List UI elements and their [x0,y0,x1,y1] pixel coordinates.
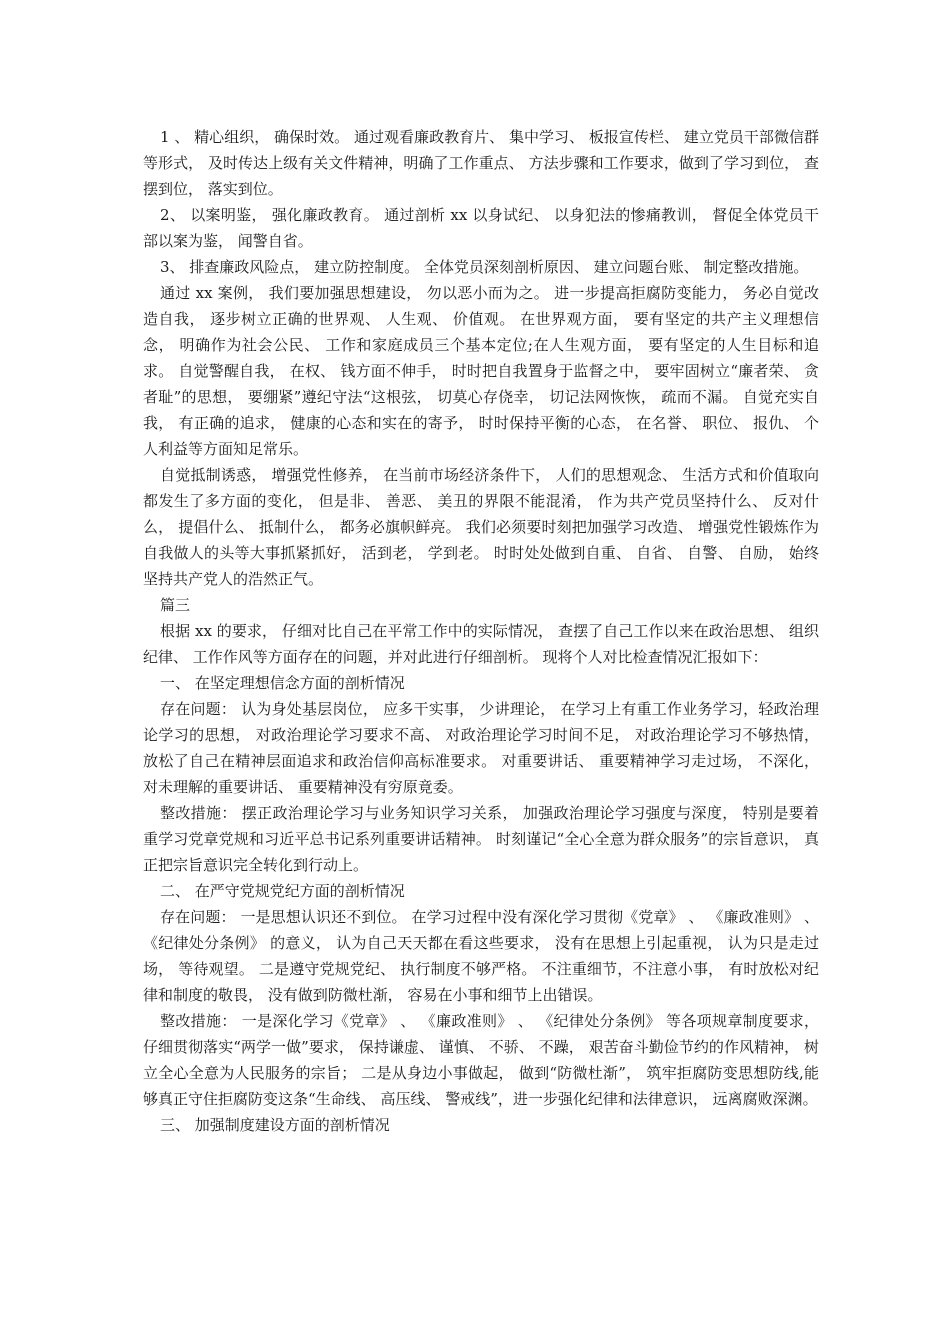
section-heading-two: 二、 在严守党规党纪方面的剖析情况 [160,882,405,900]
section-heading-one: 一、 在坚定理想信念方面的剖析情况 [160,674,405,692]
paragraph-10: 整改措施： 摆正政治理论学习与业务知识学习关系， 加强政治理论学习强度与深度， 特别是要着重学习党章党规和习近平总书记系列重要讲话精神。 时刻谨记“全心全意为群众服务”的宗旨意识， 真正把宗旨意识完全转化到行动上。 [143,804,819,874]
paragraph-5: 自觉抵制诱惑， 增强党性修养， 在当前市场经济条件下， 人们的思想观念、 生活方式和价值取向都发生了多方面的变化， 但是非、 善恶、 美丑的界限不能混淆， 作为共产党员坚持什么、 反对什么， 提倡什么、 抵制什么， 都务必旗帜鲜亮。 我们必须要时刻把加强学习改造、 增强党性锻炼作为自我做人的头等大事抓紧抓好， 活到老， 学到老。 时时处处做到自重、 自省、 自警、 自励， 始终坚持共产党人的浩然正气。 [143,466,819,588]
paragraph-2: 2、 以案明鉴， 强化廉政教育。 通过剖析 xx 以身试纪、 以身犯法的惨痛教训， 督促全体党员干部以案为鉴， 闻警自省。 [143,206,819,250]
document-page [143,124,824,1138]
paragraph-9: 存在问题： 认为身处基层岗位， 应多干实事， 少讲理论， 在学习上有重工作业务学习，轻政治理论学习的思想， 对政治理论学习要求不高、 对政治理论学习时间不足， 对政治理论学习不够热情， 放松了自己在精神层面追求和政治信仰高标准要求。 对重要讲话、 重要精神学习走过场， 不深化， 对未理解的重要讲话、 重要精神没有穷原竟委。 [143,700,824,796]
paragraph-7: 根据 xx 的要求， 仔细对比自己在平常工作中的实际情况， 查摆了自己工作以来在政治思想、 组织纪律、 工作作风等方面存在的问题，并对此进行仔细剖析。 现将个人对比检查情况汇报如下： [143,622,819,666]
section-heading-part-three: 篇三 [160,596,191,614]
paragraph-13: 整改措施： 一是深化学习《党章》 、 《廉政准则》 、 《纪律处分条例》 等各项规章制度要求， 仔细贯彻落实“两学一做”要求， 保持谦虚、 谨慎、 不骄、 不躁， 艰苦奋斗勤俭节约的作风精神， 树立全心全意为人民服务的宗旨； 二是从身边小事做起， 做到“防微杜渐”， 筑牢拒腐防变思想防线,能够真正守住拒腐防变这条“生命线、 高压线、 警戒线”，进一步强化纪律和法律意识， 远离腐败深渊。 [143,1012,824,1108]
paragraph-1: 1 、 精心组织， 确保时效。 通过观看廉政教育片、 集中学习、 板报宣传栏、 建立党员干部微信群等形式， 及时传达上级有关文件精神，明确了工作重点、 方法步骤和工作要求，做到了学习到位， 查摆到位， 落实到位。 [143,128,819,198]
paragraph-12: 存在问题： 一是思想认识还不到位。 在学习过程中没有深化学习贯彻《党章》 、 《廉政准则》 、 《纪律处分条例》 的意义， 认为自己天天都在看这些要求， 没有在思想上引起重视， 认为只是走过场， 等待观望。 二是遵守党规党纪、 执行制度不够严格。 不注重细节，不注意小事， 有时放松对纪律和制度的敬畏， 没有做到防微杜渐， 容易在小事和细节上出错误。 [143,908,824,1004]
paragraph-3: 3、 排查廉政风险点， 建立防控制度。 全体党员深刻剖析原因、 建立问题台账、 制定整改措施。 [160,258,809,276]
section-heading-three: 三、 加强制度建设方面的剖析情况 [160,1116,390,1134]
paragraph-4: 通过 xx 案例， 我们要加强思想建设， 勿以恶小而为之。 进一步提高拒腐防变能力， 务必自觉改造自我， 逐步树立正确的世界观、 人生观、 价值观。 在世界观方面， 要有坚定的共产主义理想信念， 明确作为社会公民、 工作和家庭成员三个基本定位;在人生观方面， 要有坚定的人生目标和追求。 自觉警醒自我， 在权、 钱方面不伸手， 时时把自我置身于监督之中， 要牢固树立“廉者荣、 贪者耻”的思想， 要绷紧”遵纪守法“这根弦， 切莫心存侥幸， 切记法网恢恢， 疏而不漏。 自觉充实自我， 有正确的追求， 健康的心态和实在的寄予， 时时保持平衡的心态， 在名誉、 职位、 报仇、 个人利益等方面知足常乐。 [143,284,819,458]
